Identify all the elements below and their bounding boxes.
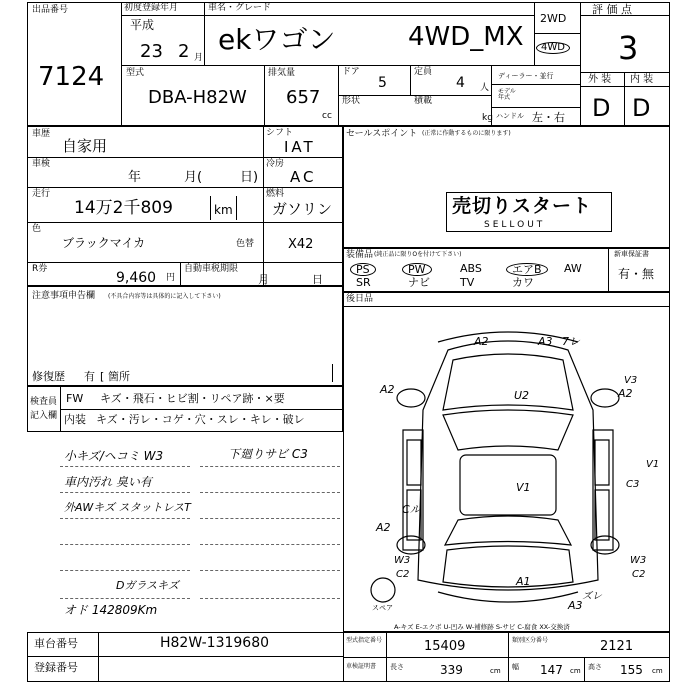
equipment-item: カワ — [512, 276, 534, 289]
width: 147 — [540, 663, 563, 677]
trunk — [443, 546, 573, 587]
drive-4wd-circled: 4WD — [536, 42, 570, 54]
divider — [60, 466, 190, 467]
mark-a2-top: A2 — [474, 335, 489, 348]
wheel-rear-left — [397, 536, 425, 554]
tax-label: 自動車税期限 — [184, 264, 239, 274]
divider — [386, 632, 387, 682]
first-reg-year: 23 — [140, 41, 163, 62]
cooler-label: 冷房 — [266, 159, 285, 169]
divider — [608, 248, 609, 292]
width-unit: cm — [570, 667, 581, 675]
mark-cr-left: Cル — [402, 503, 421, 516]
inspection-day-unit: 日) — [240, 170, 259, 185]
equipment-item: SR — [356, 276, 371, 289]
mark-w3-left: W3 — [394, 555, 411, 566]
equipment-item: ナビ — [408, 276, 430, 289]
mark-v1-right: V1 — [646, 459, 660, 470]
divider — [200, 598, 340, 599]
category: 2121 — [600, 639, 634, 654]
fw-items: キズ・飛石・ヒビ割・リペア跡・×要 — [100, 392, 285, 405]
category-label: 類別区分番号 — [512, 637, 549, 644]
displacement: 657 — [286, 87, 321, 108]
divider — [491, 84, 580, 85]
divider — [60, 492, 190, 493]
car-name: ekワゴン — [218, 23, 336, 56]
rear-window — [445, 516, 571, 545]
right-door-front — [595, 440, 609, 485]
inspection-year-unit: 年 — [128, 170, 142, 185]
divider — [508, 632, 509, 682]
type-designation-label: 型式指定番号 — [346, 637, 383, 644]
exterior-label: 外 装 — [588, 74, 612, 85]
divider — [410, 65, 411, 95]
note-line-5: Dガラスキズ — [116, 579, 179, 592]
mark-c2-left: C2 — [396, 569, 410, 580]
note-line-2: 車内汚れ 臭い有 — [64, 475, 152, 489]
divider — [343, 657, 670, 658]
interior-grade: D — [632, 94, 651, 122]
divider — [27, 157, 343, 158]
sales-point-sub: (正常に作動するものに限ります) — [422, 130, 511, 137]
repair-unit: 箇所 — [108, 370, 130, 383]
inspection-label: 車検 — [32, 159, 51, 169]
sales-point-label: セールスポイント — [346, 129, 418, 139]
wheel-rear-right — [591, 536, 619, 554]
height-label: 高さ — [588, 663, 602, 671]
mileage-unit: km — [214, 203, 233, 217]
divider — [60, 570, 190, 571]
new-warranty-label: 新車保証書 — [614, 250, 649, 258]
drive-2wd: 2WD — [540, 12, 567, 25]
spare-label: スペア — [372, 604, 393, 612]
divider — [27, 222, 343, 223]
note-line-4: 下廻りサビ C3 — [228, 447, 308, 461]
lot-number: 7124 — [38, 62, 105, 92]
roof — [460, 455, 556, 515]
fw-label: FW — [66, 392, 84, 405]
mark-a2-left: A2 — [380, 383, 395, 396]
mark-c3-right: C3 — [626, 479, 640, 490]
shape-label: 形状 — [342, 96, 361, 106]
spare-tire — [371, 578, 395, 602]
width-label: 幅 — [512, 663, 519, 671]
divider — [121, 65, 580, 66]
mark-u2-hood: U2 — [514, 389, 530, 402]
capacity-unit: 人 — [480, 83, 490, 93]
divider — [580, 2, 581, 126]
note-line-3: 外AWキズ スタットレスT — [64, 501, 191, 514]
shift: IAT — [284, 138, 316, 156]
divider — [60, 409, 343, 410]
divider — [624, 72, 625, 126]
mileage-label: 走行 — [32, 189, 51, 199]
divider — [200, 492, 340, 493]
divider — [210, 196, 211, 220]
windshield — [443, 410, 573, 450]
capacity: 4 — [456, 75, 465, 91]
displacement-unit: cc — [322, 111, 332, 121]
score-value: 3 — [618, 29, 639, 67]
divider — [121, 2, 122, 126]
divider — [491, 65, 492, 126]
interior-items: キズ・汚レ・コゲ・穴・スレ・キレ・破レ — [96, 413, 305, 426]
doors-label: ドア — [342, 67, 360, 77]
divider — [60, 598, 190, 599]
divider — [491, 107, 580, 108]
sellout-stamp-main: 売切りスタート — [452, 195, 593, 217]
recycle-value: 9,460 — [116, 270, 157, 286]
mark-v1-roof: V1 — [516, 481, 531, 494]
divider — [534, 33, 580, 34]
doors: 5 — [378, 75, 387, 91]
fuel-label: 燃料 — [266, 189, 285, 199]
mark-v3-right: V3 — [624, 375, 638, 386]
mark-a2-left-door: A2 — [376, 521, 391, 534]
lot-number-label: 出品番号 — [32, 5, 69, 15]
divider — [200, 518, 340, 519]
divider — [204, 15, 534, 16]
sellout-stamp-sub: SELLOUT — [484, 220, 546, 230]
divider — [98, 632, 99, 682]
mark-a1-trunk: A1 — [516, 575, 531, 588]
notes-frame — [27, 286, 343, 386]
inspection-month-unit: 月( — [184, 170, 203, 185]
equipment-item: PS — [350, 263, 376, 276]
equipment-label: 装備品 — [346, 250, 374, 260]
displacement-label: 排気量 — [268, 68, 296, 78]
divider — [60, 544, 190, 545]
score-label: 評 価 点 — [592, 3, 632, 16]
divider — [343, 306, 670, 307]
mark-zure: ズレ — [582, 591, 602, 602]
left-door-front — [407, 440, 421, 485]
height-unit: cm — [652, 667, 663, 675]
dealer-label: ディーラー・並行 — [498, 72, 554, 80]
new-warranty-value: 有・無 — [618, 267, 655, 281]
chassis-number: H82W-1319680 — [160, 635, 270, 651]
divider — [236, 196, 237, 220]
length-label: 長さ — [390, 663, 404, 671]
inspector-label-2: 記入欄 — [30, 411, 58, 421]
inspector-label: 検査員 — [30, 397, 58, 407]
era-name: 平成 — [130, 18, 155, 32]
wheel-front-right — [591, 389, 619, 407]
rear-bumper — [438, 592, 578, 602]
grade: 4WD_MX — [408, 22, 524, 52]
divider — [121, 15, 204, 16]
recycle-unit: 円 — [166, 273, 176, 283]
divider — [204, 2, 205, 65]
interior-label: 内装 — [64, 413, 86, 426]
repair-suffix: [ — [100, 370, 105, 383]
reg-label: 登録番号 — [34, 661, 78, 674]
wheel-front-left — [397, 389, 425, 407]
equipment-item: エアB — [506, 263, 548, 276]
hood — [443, 354, 573, 410]
cooler: AC — [290, 168, 317, 186]
exterior-grade: D — [592, 94, 611, 122]
first-reg-month: 2 — [178, 41, 190, 62]
first-reg-label: 初度登録年月 — [124, 3, 179, 13]
color-label: 色 — [32, 224, 42, 234]
load-unit: kg — [482, 113, 493, 123]
length: 339 — [440, 663, 463, 677]
car-name-label: 車名・グレード — [208, 3, 272, 13]
interior-label: 内 装 — [630, 74, 654, 85]
load-label: 積載 — [414, 96, 433, 106]
mark-a3-top: A3 — [538, 335, 553, 348]
divider — [580, 72, 670, 73]
type-designation: 15409 — [424, 639, 466, 654]
mark-a3-rear: A3 — [568, 599, 583, 612]
mark-c2-rear: C2 — [632, 569, 646, 580]
caution-sub: (不具合内容等は具体的に記入して下さい) — [108, 293, 221, 300]
divider — [200, 466, 340, 467]
divider — [264, 65, 265, 126]
divider — [27, 187, 343, 188]
note-line-1: 小キズ/ヘコミ W3 — [64, 449, 164, 463]
handle-value: 左・右 — [532, 111, 565, 124]
color-code: X42 — [288, 237, 314, 252]
repair-label: 修復歴 — [32, 370, 65, 383]
car-diagram — [343, 320, 673, 620]
chassis-label: 車台番号 — [34, 637, 78, 650]
divider — [580, 86, 670, 87]
divider — [60, 518, 190, 519]
month-unit: 月 — [194, 53, 204, 63]
diagram-label: 後日品 — [346, 294, 374, 304]
mark-vl-top: 7レ — [562, 335, 580, 348]
mark-a2-right: A2 — [618, 387, 633, 400]
recycle-label: R券 — [32, 264, 48, 274]
divider — [200, 544, 340, 545]
shift-label: シフト — [266, 128, 294, 138]
divider — [180, 262, 181, 286]
divider — [200, 570, 340, 571]
tax-month-unit: 月 — [258, 273, 269, 286]
height: 155 — [620, 663, 643, 677]
color-change-label: 色替 — [236, 239, 255, 249]
note-line-6: オド 142809Km — [64, 603, 158, 617]
damage-legend: A-キズ E-エクボ U-凹み W-補修跡 S-サビ C-腐食 XX-交換済 — [394, 623, 570, 631]
capacity-label: 定員 — [414, 67, 433, 77]
mileage: 14万2千809 — [74, 198, 173, 218]
repair-value: 有 — [84, 370, 95, 383]
divider — [27, 656, 343, 657]
equipment-sub: (純正品に限りOを付けて下さい) — [374, 251, 462, 258]
model: DBA-H82W — [148, 87, 247, 108]
model-label: 型式 — [126, 68, 145, 78]
cert-label: 車検証明書 — [346, 663, 377, 670]
color: ブラックマイカ — [62, 236, 146, 250]
divider — [332, 364, 333, 382]
equipment-item: AW — [564, 262, 582, 275]
usage-label: 車歴 — [32, 129, 51, 139]
divider — [27, 262, 343, 263]
caution-label: 注意事項申告欄 — [32, 291, 96, 301]
usage: 自家用 — [62, 137, 108, 155]
equipment-item: PW — [402, 263, 432, 276]
mark-w3-rear: W3 — [630, 555, 647, 566]
fuel: ガソリン — [272, 200, 333, 218]
equipment-item: TV — [460, 276, 475, 289]
divider — [584, 657, 585, 682]
car-outline — [418, 341, 598, 590]
tax-day-unit: 日 — [312, 273, 323, 286]
model-year-label: モデル年式 — [498, 88, 516, 101]
handle-label: ハンドル — [496, 112, 524, 120]
equipment-item: ABS — [460, 262, 482, 275]
length-unit: cm — [490, 667, 501, 675]
